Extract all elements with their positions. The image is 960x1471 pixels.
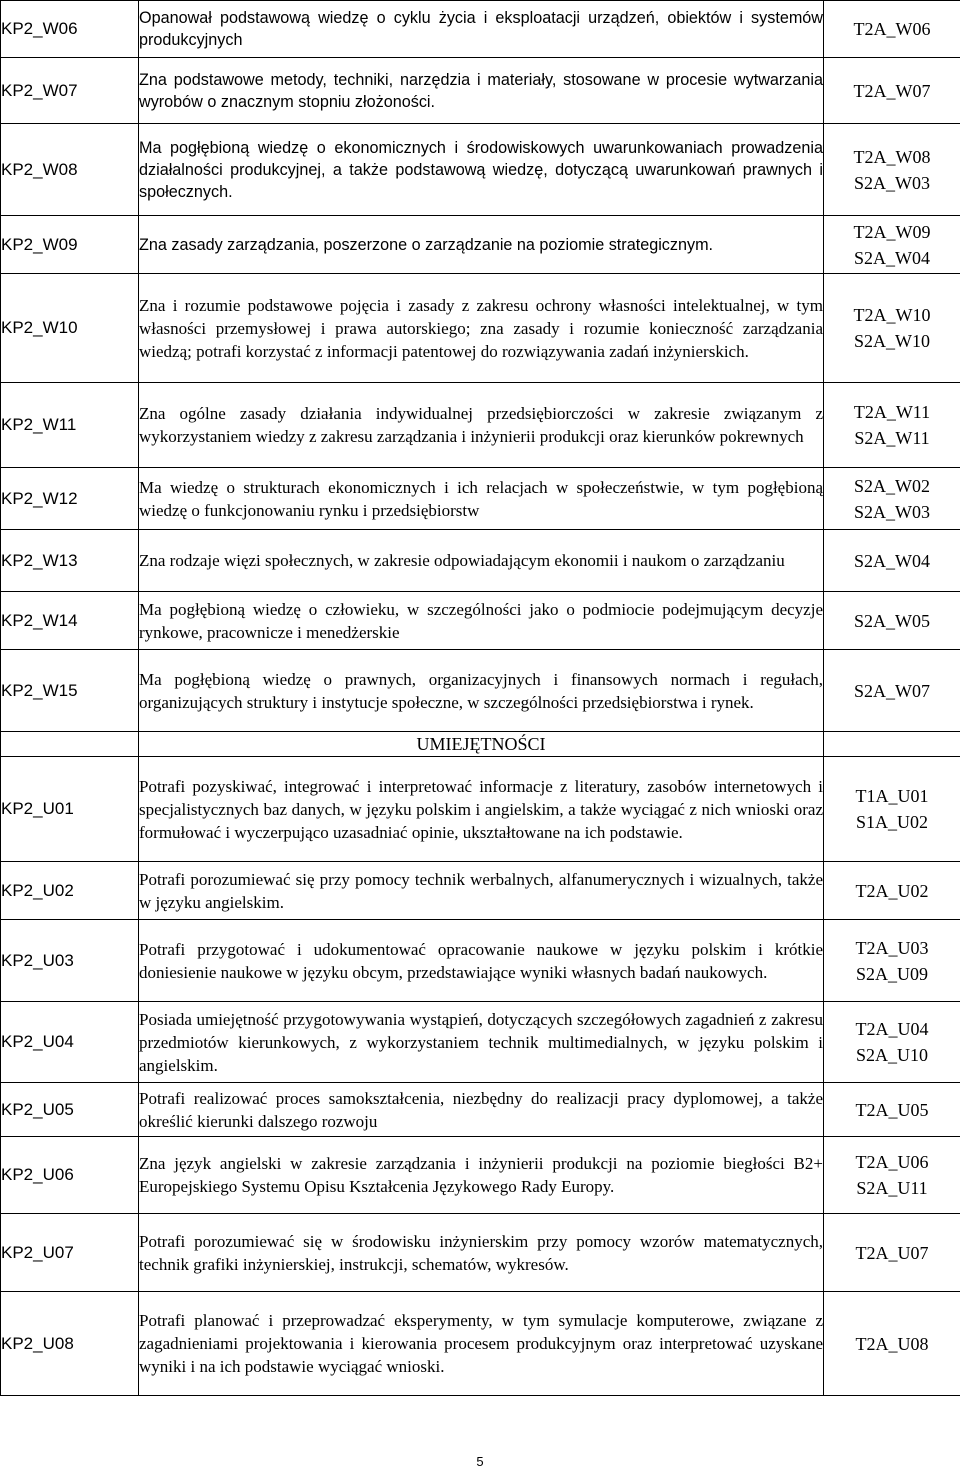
reference-codes (824, 530, 960, 592)
table-row (1, 1, 960, 58)
reference-codes (824, 1002, 960, 1083)
empty-code-cell (1, 732, 139, 757)
reference-code: S2A_W04 (854, 550, 930, 571)
table-row (1, 1137, 960, 1214)
outcome-code: KP2_W07 (1, 58, 139, 124)
outcome-code: KP2_U04 (1, 1002, 139, 1083)
outcome-code: KP2_W12 (1, 468, 139, 530)
reference-codes (824, 1, 960, 58)
outcome-description: Zna zasady zarządzania, poszerzone o zarządzanie na poziomie strategicznym. (139, 216, 824, 274)
reference-codes (824, 274, 960, 383)
outcome-code: KP2_U05 (1, 1083, 139, 1137)
outcome-code: KP2_U02 (1, 862, 139, 920)
table-row (1, 757, 960, 862)
reference-code: T2A_U06 (855, 1152, 929, 1172)
reference-codes (824, 592, 960, 650)
table-row (1, 1214, 960, 1292)
reference-code: S2A_U09 (855, 963, 928, 984)
skills-rows (1, 757, 960, 1396)
reference-code: T2A_W10 (853, 305, 931, 325)
reference-code: S2A_W03 (854, 501, 930, 522)
reference-code: T2A_U04 (855, 1019, 929, 1039)
reference-code: S1A_U02 (855, 812, 928, 832)
outcome-description: Zna ogólne zasady działania indywidualnej przedsiębiorczości w zakresie związanym z wykorzystaniem wiedzy z zakresu zarządzania i inżynierii produkcji oraz kierunków pokrewnych (139, 383, 824, 468)
reference-codes (824, 1083, 960, 1137)
reference-code: T2A_W11 (853, 402, 931, 422)
reference-codes (824, 216, 960, 274)
empty-ref-cell (824, 732, 960, 757)
reference-codes (824, 1292, 960, 1396)
outcome-code: KP2_W11 (1, 383, 139, 468)
table-row (1, 530, 960, 592)
table-row (1, 468, 960, 530)
table-row (1, 274, 960, 383)
outcome-code: KP2_W08 (1, 124, 139, 216)
outcome-description: Potrafi porozumiewać się w środowisku inżynierskim przy pomocy wzorów matematycznych, technik grafiki inżynierskiej, instrukcji, schematów, wykresów. (139, 1214, 824, 1292)
section-heading-row (1, 732, 960, 757)
table-row (1, 920, 960, 1002)
reference-codes (824, 1137, 960, 1214)
outcome-description: Potrafi przygotować i udokumentować opracowanie naukowe w języku polskim i krótkie doniesienie naukowe w języku obcym, przedstawiające wyniki własnych badań naukowych. (139, 920, 824, 1002)
table-row (1, 1292, 960, 1396)
reference-codes (824, 862, 960, 920)
outcome-code: KP2_W13 (1, 530, 139, 592)
reference-code: S2A_U10 (855, 1045, 928, 1065)
outcome-description: Ma pogłębioną wiedzę o człowieku, w szczególności jako o podmiocie podejmującym decyzje rynkowe, pracownicze i menedżerskie (139, 592, 824, 650)
outcome-description: Potrafi planować i przeprowadzać eksperymenty, w tym symulacje komputerowe, związane z zagadnieniami projektowania i kierowania procesem produkcyjnym oraz interpretować uzyskane wyniki i na ich podstawie wyciągać wnioski. (139, 1292, 824, 1396)
outcome-code: KP2_W09 (1, 216, 139, 274)
reference-code: S2A_U11 (856, 1178, 928, 1198)
reference-code: S2A_W07 (854, 680, 930, 701)
reference-code: S2A_W03 (854, 172, 930, 193)
reference-code: S2A_W10 (854, 331, 930, 351)
outcome-description: Zna rodzaje więzi społecznych, w zakresie odpowiadającym ekonomii i naukom o zarządzaniu (139, 530, 824, 592)
outcome-description: Potrafi porozumiewać się przy pomocy technik werbalnych, alfanumerycznych i wizualnych, także w języku angielskim. (139, 862, 824, 920)
outcome-description: Ma pogłębioną wiedzę o prawnych, organizacyjnych i finansowych normach i regułach, organizujących struktury i instytucje społeczne, w szczególności przedsiębiorstwa i rynek. (139, 650, 824, 732)
table-row (1, 383, 960, 468)
reference-code: T2A_W09 (853, 221, 931, 242)
outcome-code: KP2_U07 (1, 1214, 139, 1292)
table-row (1, 592, 960, 650)
outcome-code: KP2_U01 (1, 757, 139, 862)
table-row (1, 58, 960, 124)
table-row (1, 650, 960, 732)
reference-codes (824, 468, 960, 530)
table-row (1, 1083, 960, 1137)
section-heading: UMIEJĘTNOŚCI (139, 732, 824, 757)
reference-code: T2A_U07 (855, 1242, 929, 1263)
reference-code: T2A_W06 (853, 19, 931, 39)
outcome-code: KP2_U03 (1, 920, 139, 1002)
reference-codes (824, 124, 960, 216)
reference-code: S2A_W11 (854, 428, 930, 448)
outcome-description: Ma pogłębioną wiedzę o ekonomicznych i środowiskowych uwarunkowaniach prowadzenia działalności produkcyjnej, a także podstawową wiedzę, dotyczącą uwarunkowań prawnych i społecznych. (139, 124, 824, 216)
outcome-description: Potrafi realizować proces samokształcenia, niezbędny do realizacji pracy dyplomowej, a także określić kierunki dalszego rozwoju (139, 1083, 824, 1137)
reference-code: T2A_W08 (853, 146, 931, 167)
reference-code: S2A_W04 (854, 247, 930, 268)
outcome-description: Potrafi pozyskiwać, integrować i interpretować informacje z literatury, zasobów internetowych i specjalistycznych baz danych, w języku polskim i angielskim, a także wyciągać z nich wnioski oraz formułować i wyczerpująco uzasadniać opinie, ukształtowane na ich podstawie. (139, 757, 824, 862)
reference-codes (824, 920, 960, 1002)
outcome-description: Posiada umiejętność przygotowywania wystąpień, dotyczących szczegółowych zagadnień z zakresu przedmiotów kierunkowych, z wykorzystaniem technik multimedialnych, w języku polskim i angielskim. (139, 1002, 824, 1083)
reference-code: T2A_W07 (853, 80, 931, 101)
outcome-code: KP2_W15 (1, 650, 139, 732)
table-row (1, 862, 960, 920)
outcome-description: Opanował podstawową wiedzę o cyklu życia i eksploatacji urządzeń, obiektów i systemów produkcyjnych (139, 1, 824, 58)
knowledge-rows (1, 1, 960, 732)
reference-code: T2A_U05 (855, 1099, 929, 1120)
reference-code: S2A_W02 (854, 475, 930, 496)
reference-code: T2A_U03 (855, 937, 929, 958)
reference-codes (824, 58, 960, 124)
outcome-code: KP2_W10 (1, 274, 139, 383)
outcome-code: KP2_W14 (1, 592, 139, 650)
reference-code: S2A_W05 (854, 610, 930, 631)
reference-codes (824, 1214, 960, 1292)
reference-code: T2A_U08 (855, 1333, 929, 1354)
reference-code: T1A_U01 (855, 786, 929, 806)
outcome-description: Zna i rozumie podstawowe pojęcia i zasady z zakresu ochrony własności intelektualnej, w tym własności przemysłowej i prawa autorskiego; zna zasady i rozumie konieczność zarządzania wiedzą; potrafi korzystać z informacji patentowej do rozwiązywania zadań inżynierskich. (139, 274, 824, 383)
outcome-code: KP2_W06 (1, 1, 139, 58)
reference-codes (824, 383, 960, 468)
outcome-description: Zna podstawowe metody, techniki, narzędzia i materiały, stosowane w procesie wytwarzania wyrobów o znacznym stopniu złożoności. (139, 58, 824, 124)
outcome-code: KP2_U08 (1, 1292, 139, 1396)
reference-codes (824, 650, 960, 732)
outcome-code: KP2_U06 (1, 1137, 139, 1214)
outcome-description: Ma wiedzę o strukturach ekonomicznych i ich relacjach w społeczeństwie, w tym pogłębioną wiedzę o funkcjonowaniu rynku i przedsiębiorstw (139, 468, 824, 530)
page-number: 5 (476, 1454, 484, 1469)
table-row (1, 124, 960, 216)
outcome-description: Zna język angielski w zakresie zarządzania i inżynierii produkcji na poziomie biegłości B2+ Europejskiego Systemu Opisu Kształcenia Językowego Rady Europy. (139, 1137, 824, 1214)
table-row (1, 1002, 960, 1083)
reference-codes (824, 757, 960, 862)
table-row (1, 216, 960, 274)
reference-code: T2A_U02 (855, 880, 929, 901)
